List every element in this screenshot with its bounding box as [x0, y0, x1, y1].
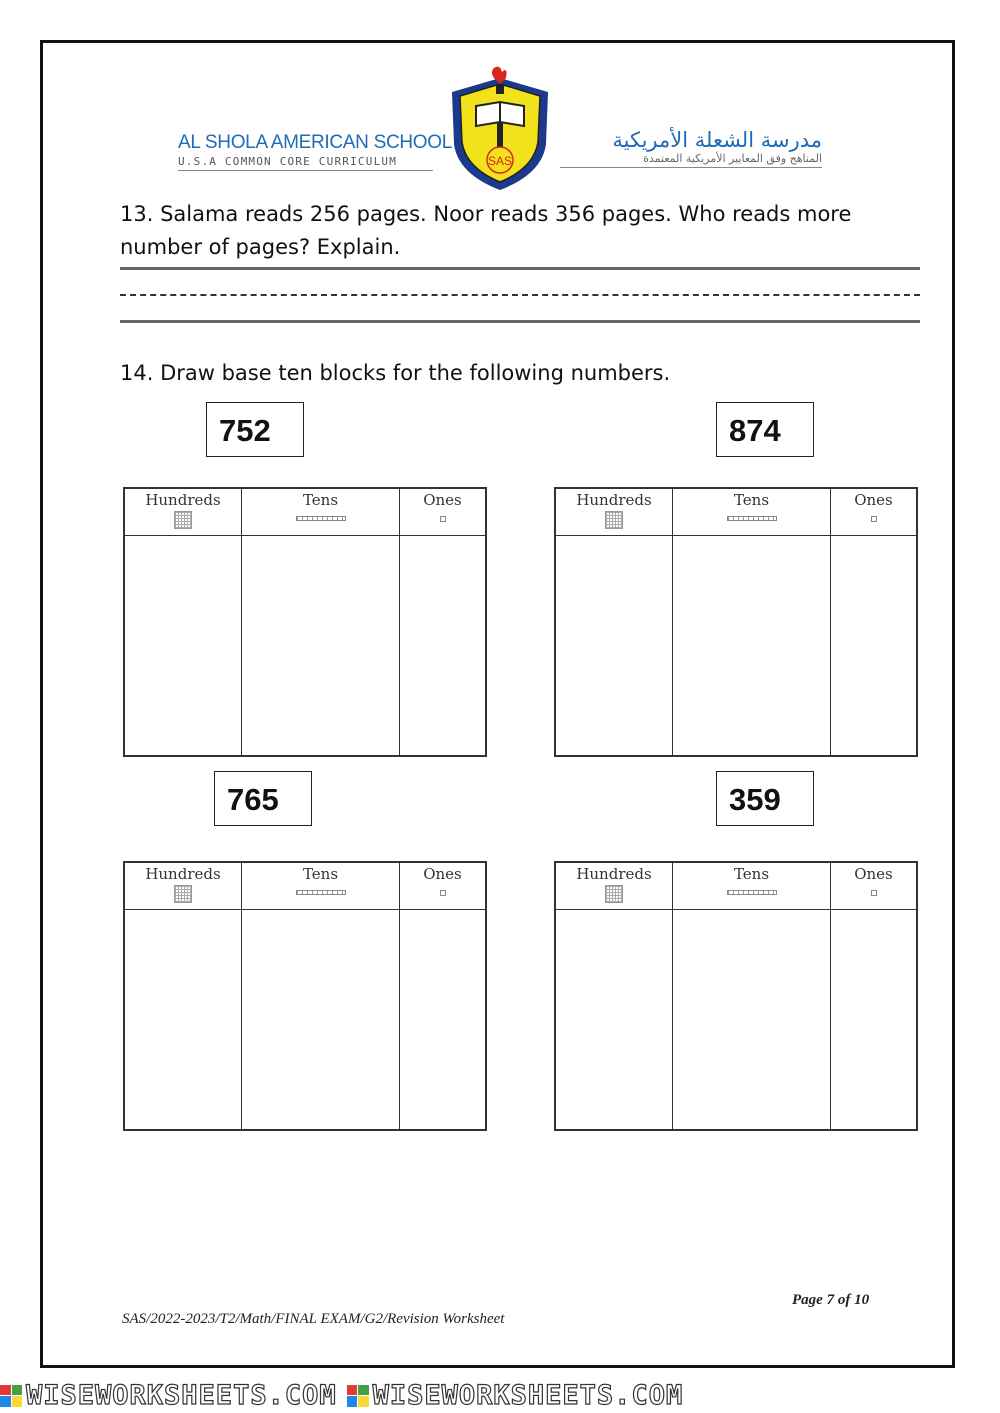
ones-header — [831, 489, 916, 536]
school-name-ar: مدرسة الشعلة الأمريكية — [612, 128, 822, 152]
question-13: 13. Salama reads 256 pages. Noor reads 356 pages. Who reads more number of pages? Explain. — [120, 202, 852, 259]
hundreds-header — [125, 489, 242, 536]
ten-rod-icon — [296, 890, 346, 895]
tens-header — [673, 489, 831, 536]
ones-drawing-area[interactable] — [831, 910, 916, 1129]
watermark-item — [347, 1380, 684, 1411]
one-cube-icon — [871, 516, 877, 522]
number-box-2: 874 — [716, 402, 814, 457]
tens-header — [242, 489, 400, 536]
hundreds-drawing-area[interactable] — [556, 910, 673, 1129]
tens-label: Tens — [302, 491, 339, 509]
question-14: 14. Draw base ten blocks for the following numbers. — [120, 361, 671, 385]
ten-rod-icon — [727, 516, 777, 521]
ones-label: Ones — [423, 491, 462, 509]
place-value-table-874 — [554, 487, 918, 757]
hundreds-header — [125, 863, 242, 910]
ones-header — [400, 489, 485, 536]
hundreds-drawing-area[interactable] — [125, 910, 242, 1129]
answer-line-top — [120, 267, 920, 270]
school-name-english — [178, 132, 453, 171]
torch-icon — [496, 84, 504, 94]
tens-drawing-area[interactable] — [242, 910, 400, 1129]
tens-header — [673, 863, 831, 910]
hundred-block-icon — [174, 511, 192, 529]
hundred-block-icon — [605, 511, 623, 529]
place-value-table-752 — [123, 487, 487, 757]
hundred-block-icon — [174, 885, 192, 903]
answer-line-dashed[interactable] — [120, 294, 920, 296]
answer-line-bottom — [120, 320, 920, 323]
watermark-banner — [0, 1378, 1000, 1413]
tens-label: Tens — [733, 491, 770, 509]
one-cube-icon — [871, 890, 877, 896]
ten-rod-icon — [727, 890, 777, 895]
ones-label: Ones — [423, 865, 462, 883]
tens-header — [242, 863, 400, 910]
ones-label: Ones — [854, 865, 893, 883]
hundreds-header — [556, 863, 673, 910]
ten-rod-icon — [296, 516, 346, 521]
hundreds-label: Hundreds — [145, 491, 221, 509]
curriculum-en: U.S.A COMMON CORE CURRICULUM — [178, 155, 433, 171]
watermark-item — [0, 1380, 337, 1411]
place-value-table-359 — [554, 861, 918, 1131]
ones-drawing-area[interactable] — [400, 536, 485, 755]
hundreds-drawing-area[interactable] — [556, 536, 673, 755]
school-crest-logo — [446, 64, 554, 192]
number-box-1: 752 — [206, 402, 304, 457]
hundred-block-icon — [605, 885, 623, 903]
place-value-table-765 — [123, 861, 487, 1131]
watermark-text: WISEWORKSHEETS.COM — [372, 1380, 684, 1411]
ones-header — [400, 863, 485, 910]
school-name-en: AL SHOLA AMERICAN SCHOOL — [178, 132, 453, 153]
watermark-text: WISEWORKSHEETS.COM — [26, 1380, 337, 1411]
school-name-arabic — [560, 128, 822, 168]
hundreds-label: Hundreds — [576, 491, 652, 509]
tens-drawing-area[interactable] — [673, 910, 831, 1129]
one-cube-icon — [440, 516, 446, 522]
curriculum-ar: المناهج وفق المعايير الأمريكية المعتمدة — [560, 152, 822, 168]
wiseworksheets-logo-icon — [0, 1385, 22, 1407]
wiseworksheets-logo-icon — [347, 1385, 369, 1407]
one-cube-icon — [440, 890, 446, 896]
tens-label: Tens — [302, 865, 339, 883]
tens-drawing-area[interactable] — [242, 536, 400, 755]
ones-drawing-area[interactable] — [400, 910, 485, 1129]
tens-drawing-area[interactable] — [673, 536, 831, 755]
hundreds-header — [556, 489, 673, 536]
number-box-3: 765 — [214, 771, 312, 826]
page-number: Page 7 of 10 — [792, 1292, 870, 1308]
document-code: SAS/2022-2023/T2/Math/FINAL EXAM/G2/Revision Worksheet — [122, 1311, 505, 1327]
hundreds-drawing-area[interactable] — [125, 536, 242, 755]
crest-initials: SAS — [487, 154, 513, 168]
tens-label: Tens — [733, 865, 770, 883]
number-box-4: 359 — [716, 771, 814, 826]
hundreds-label: Hundreds — [145, 865, 221, 883]
ones-header — [831, 863, 916, 910]
ones-drawing-area[interactable] — [831, 536, 916, 755]
hundreds-label: Hundreds — [576, 865, 652, 883]
ones-label: Ones — [854, 491, 893, 509]
